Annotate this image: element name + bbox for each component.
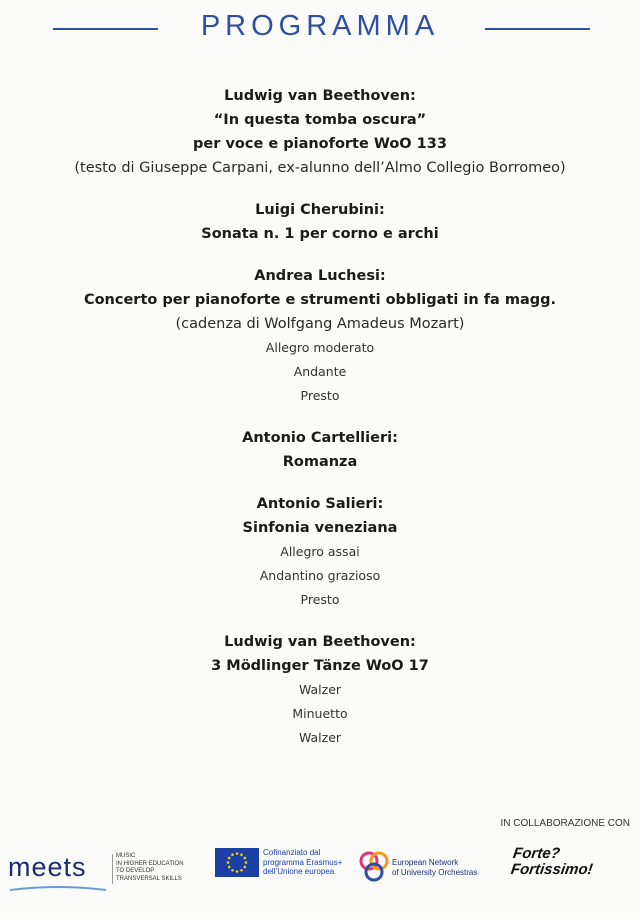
work-title: Sinfonia veneziana bbox=[242, 520, 398, 536]
work-note: (testo di Giuseppe Carpani, ex-alunno dell’Almo Collegio Borromeo) bbox=[74, 160, 566, 176]
eu-text-line: Cofinanziato dal bbox=[263, 848, 321, 857]
meets-logo bbox=[8, 848, 218, 898]
meets-wordmark: meets bbox=[8, 852, 87, 882]
movement: Minuetto bbox=[292, 706, 348, 721]
eu-star bbox=[236, 852, 239, 855]
movement: Allegro assai bbox=[280, 544, 360, 559]
work-title: Sonata n. 1 per corno e archi bbox=[201, 226, 439, 242]
meets-description bbox=[116, 853, 216, 883]
forte-text-line: Fortissimo! bbox=[509, 861, 594, 878]
work-note: (cadenza di Wolfgang Amadeus Mozart) bbox=[175, 316, 465, 332]
program-piece bbox=[0, 264, 640, 408]
eu-star bbox=[231, 853, 234, 856]
meets-desc-line: IN HIGHER EDUCATION bbox=[116, 860, 184, 867]
eu-text-line: programma Erasmus+ bbox=[263, 857, 343, 867]
title-rule-right bbox=[485, 28, 590, 30]
movement: Allegro moderato bbox=[265, 340, 375, 355]
work-title: Romanza bbox=[282, 454, 358, 470]
meets-swoosh-icon bbox=[8, 884, 108, 894]
eu-star bbox=[240, 869, 243, 872]
composer: Antonio Cartellieri: bbox=[242, 430, 398, 446]
movement: Walzer bbox=[298, 730, 342, 745]
program-piece bbox=[0, 198, 640, 246]
composer: Andrea Luchesi: bbox=[254, 268, 386, 284]
eu-star bbox=[231, 869, 234, 872]
meets-desc-line: MUSIC bbox=[116, 853, 136, 859]
eu-text bbox=[263, 848, 363, 877]
eu-star bbox=[228, 866, 231, 869]
forte-text bbox=[510, 846, 596, 878]
composer: Luigi Cherubini: bbox=[255, 202, 385, 218]
meets-divider bbox=[112, 854, 113, 884]
eu-star bbox=[228, 857, 231, 860]
work-title: per voce e pianoforte WoO 133 bbox=[193, 136, 447, 152]
program-piece bbox=[0, 492, 640, 612]
meets-desc-line: TO DEVELOP bbox=[116, 868, 155, 874]
work-title: “In questa tomba oscura” bbox=[213, 112, 427, 128]
forte-text-line: Forte? bbox=[512, 845, 562, 862]
movement: Andante bbox=[293, 364, 347, 379]
enuo-text-line: European Network bbox=[392, 858, 459, 867]
composer: Ludwig van Beethoven: bbox=[224, 634, 416, 650]
movement: Walzer bbox=[298, 682, 342, 697]
program-piece bbox=[0, 630, 640, 750]
eu-text-line: dell’Unione europea bbox=[263, 867, 335, 876]
enuo-emblem-icon bbox=[358, 850, 390, 884]
footer bbox=[0, 810, 640, 919]
program-list bbox=[0, 84, 640, 768]
composer: Antonio Salieri: bbox=[256, 496, 384, 512]
page-title: PROGRAMMA bbox=[200, 10, 440, 42]
eu-flag-icon bbox=[215, 848, 259, 877]
program-piece bbox=[0, 426, 640, 474]
enuo-text-line: of University Orchestras bbox=[392, 867, 478, 877]
header bbox=[0, 0, 640, 60]
movement: Presto bbox=[300, 388, 340, 403]
eu-erasmus-logo bbox=[215, 848, 355, 888]
enuo-logo bbox=[358, 848, 498, 888]
program-piece bbox=[0, 84, 640, 180]
eu-star bbox=[243, 866, 246, 869]
work-title: Concerto per pianoforte e strumenti obbligati in fa magg. bbox=[83, 292, 557, 308]
meets-desc-line: TRANSVERSAL SKILLS bbox=[116, 875, 182, 882]
eu-star bbox=[227, 861, 230, 864]
forte-fortissimo-logo bbox=[508, 844, 640, 884]
eu-star bbox=[236, 870, 239, 873]
eu-star bbox=[243, 857, 246, 860]
enuo-text bbox=[392, 858, 502, 877]
work-title: 3 Mödlinger Tänze WoO 17 bbox=[211, 658, 429, 674]
collaboration-label: IN COLLABORAZIONE CON bbox=[500, 818, 630, 829]
eu-star bbox=[245, 861, 248, 864]
movement: Presto bbox=[300, 592, 340, 607]
composer: Ludwig van Beethoven: bbox=[224, 88, 416, 104]
movement: Andantino grazioso bbox=[259, 568, 381, 583]
eu-star bbox=[240, 853, 243, 856]
